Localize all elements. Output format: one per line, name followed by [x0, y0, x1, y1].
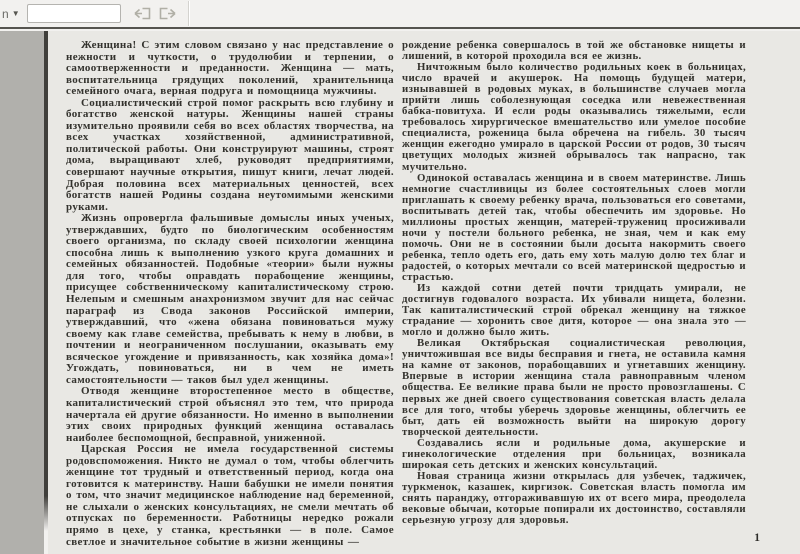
paragraph: Создавались ясли и родильные дома, акушерские и гинекологические отделения при больницах, возникала широкая сеть детских и женских консультаций. — [402, 436, 746, 471]
paragraph: Одинокой оставалась женщина и в своем материнстве. Лишь немногие счастливицы из более состоятельных слоев могли приглашать к своему ребенку врача, пользоваться его советами, воспитывать детей так, чтобы обеспечить им здоровье. Но миллионы простых женщин, матерей-тружениц просиживали ночи у постели больного ребенка, не зная, чем и как ему помочь. Они не в состоянии были досыта накормить своего ребенка, тепло одеть его, дать ему хоть малую долю тех благ и радостей, о которых мечтали со всей материнской щедростью и страстью. — [402, 171, 746, 283]
next-page-button[interactable] — [155, 2, 181, 25]
prev-page-icon — [133, 6, 151, 21]
paragraph: Ничтожным было количество родильных коек в больницах, число врачей и акушерок. На помощь будущей матери, изнывавшей в родовых муках, в большинстве случаев могла прийти лишь соболезнующая соседка или невежественная бабка-повитуха. И если роды оказывались тяжелыми, если требовалось хирургическое вмешательство или умелое пособие специалиста, роженица была обречена на гибель. 30 тысяч женщин ежегодно умирало в царской России от родов, 30 тысяч цветущих молодых жизней обрывалось так напрасно, так мучительно. — [402, 61, 746, 173]
toolbar-separator — [188, 1, 189, 26]
paragraph: Из каждой сотни детей почти тридцать умирали, не достигнув годовалого возраста. Их убивали нищета, болезни. Так капиталистический строй обрекал женщину на тяжкое страдание — хоронить свое дитя, которое — она знала это — могло и должно было жить. — [402, 282, 746, 339]
scanned-page — [48, 31, 800, 554]
paragraph: Новая страница жизни открылась для узбечек, таджичек, туркменок, казашек, киргизок. Советская власть помогла им снять паранджу, отгораживавшую их от всего мира, преодолела вековые обычаи, которые попирали их достоинство, составляли серьезную угрозу для здоровья. — [402, 469, 746, 527]
paragraph: Жизнь опровергла фальшивые домыслы иных ученых, утверждавших, будто по биологическим особенностям своего организма, по складу своей психологии женщина способна лишь к выполнению узкого круга домашних и семейных обязанностей. Подобные «теории» были нужны для того, чтобы оправдать порабощение женщины, присущее собственническому капиталистическому строю. Нелепым и смешным анахронизмом звучит для нас сейчас параграф из Свода законов Российской империи, утверждавший, что «жена обязана повиноваться мужу своему как главе семейства, пребывать к нему в любви, в почтении и неограниченном послушании, оказывать ему всяческое угождение и привязанность, как хозяйка дома»! Угождать, повиноваться, ни в чем не иметь самостоятельности — таков был удел женщины. — [66, 212, 394, 386]
prev-page-button[interactable] — [129, 2, 155, 25]
paragraph: Отводя женщине второстепенное место в обществе, капиталистический строй объяснял это тем, что природа начертала ей другие обязанности. Но именно в выполнении этих своих природных функций женщина оставалась наиболее беспомощной, бесправной, униженной. — [66, 385, 394, 444]
paragraph: Женщина! С этим словом связано у нас представление о нежности и чуткости, о трудолюбии и терпении, о самоотверженности и преданности. Женщина — мать, воспитательница грядущих поколений, хранительница семейного очага, верная подруга и помощница мужчины. — [66, 39, 394, 98]
zoom-dropdown-partial[interactable] — [2, 7, 20, 21]
paragraph: Царская Россия не имела государственной системы родовспоможения. Никто не думал о том, чтобы облегчить женщине тот трудный и ответственный период, когда она готовится к материнству. Наши бабушки не имели понятия о том, что значит медицинское наблюдение над беременной, не слыхали о женских консультациях, не смели мечтать об отпусках по беременности. Работницы нередко рожали прямо в цехе, у станка, крестьянки — в поле. Самое светлое и значительное событие в жизни женщины — — [66, 443, 394, 548]
page-number: 1 — [754, 532, 760, 544]
chevron-down-icon: ▼ — [11, 9, 20, 18]
left-gutter — [0, 31, 44, 554]
zoom-dropdown-label: n — [2, 6, 9, 21]
viewer-area[interactable] — [0, 31, 800, 554]
page-input[interactable] — [27, 4, 121, 23]
paragraph: Великая Октябрьская социалистическая революция, уничтожившая все виды бесправия и гнета, не оставила камня на камне от законов, порабощавших и угнетавших женщину. Впервые в истории женщина стала равноправным членом общества. Ее великие права были не просто провозглашены. С первых же дней своего существования советская власть делала все для того, чтобы уберечь здоровье женщины, облегчить ее быт, дать ей возможность выйти на широкую дорогу творческой деятельности. — [402, 337, 746, 438]
paragraph: Социалистический строй помог раскрыть всю глубину и богатство женской натуры. Женщины нашей страны изумительно проявили себя во всех областях творчества, на всех участках хозяйственной, административной, политической работы. Они конструируют машины, строят дома, выращивают хлеб, руководят предприятиями, совершают научные открытия, пишут книги, лечат людей. Добрая половина всех материальных ценностей, всех богатств нашей Родины создана неутомимыми женскими руками. — [66, 96, 394, 213]
text-column-right — [402, 40, 746, 554]
next-page-icon — [159, 6, 177, 21]
toolbar — [0, 0, 800, 29]
text-column-left — [66, 40, 394, 554]
paragraph: рождение ребенка совершалось в той же обстановке нищеты и лишений, в которой проходила вся ее жизнь. — [402, 39, 746, 63]
